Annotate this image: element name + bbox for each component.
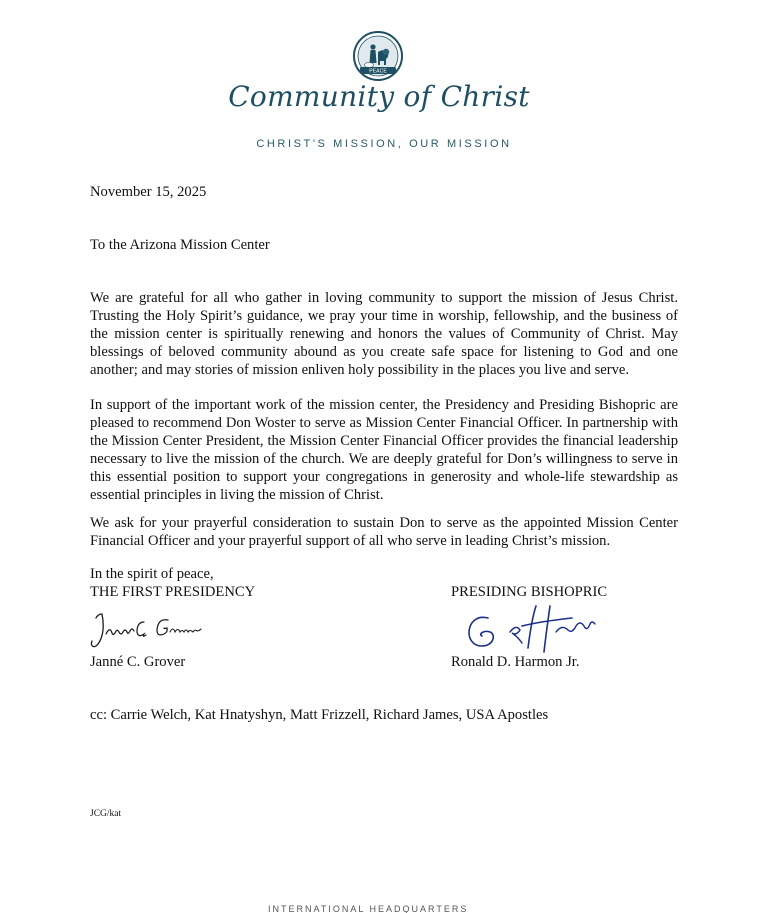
grover-name: Janné C. Grover [90, 654, 186, 670]
organization-tagline: CHRIST'S MISSION, OUR MISSION [256, 138, 512, 150]
footer-headquarters-partial: INTERNATIONAL HEADQUARTERS [268, 904, 469, 913]
first-presidency-title: THE FIRST PRESIDENCY [90, 584, 256, 600]
presiding-bishopric-title: PRESIDING BISHOPRIC [451, 584, 608, 600]
organization-name: Community of Christ [228, 80, 530, 113]
body-paragraph-1: We are grateful for all who gather in loving community to support the mission of Jesus Christ. Trusting the Holy Spirit’s guidance, we pray your time in worship, fellowship, and the business of the mission center is spiritually renewing and honors the values of Community of Christ. May blessings of beloved community abound as you create safe space for listening to God and one another; and may stories of mission enliven holy possibility in the places you live and serve. [90, 290, 678, 378]
harmon-signature [458, 602, 604, 658]
body-paragraph-3: We ask for your prayerful consideration to sustain Don to serve as the appointed Mission Center Financial Officer and your prayerful support of all who serve in leading Christ’s mission. [90, 515, 678, 549]
letter-date: November 15, 2025 [90, 184, 207, 200]
closing-salutation: In the spirit of peace, [90, 566, 214, 582]
reference-initials: JCG/kat [90, 809, 122, 819]
cc-list: cc: Carrie Welch, Kat Hnatyshyn, Matt Frizzell, Richard James, USA Apostles [90, 707, 549, 723]
seal-label: PEACE [369, 68, 387, 75]
body-paragraph-2: In support of the important work of the mission center, the Presidency and Presiding Bishopric are pleased to recommend Don Woster to serve as Mission Center Financial Officer. In partnership with the Mission Center President, the Mission Center Financial Officer provides the financial leadership necessary to live the mission of the church. We are deeply grateful for Don’s willingness to serve in this essential position to support your congregations in generosity and whole-life stewardship as essential principles in living the mission of Christ. [90, 397, 678, 503]
letter-addressee: To the Arizona Mission Center [90, 237, 270, 253]
harmon-name: Ronald D. Harmon Jr. [451, 654, 580, 670]
peace-seal-logo [352, 30, 404, 82]
grover-signature [88, 608, 206, 652]
